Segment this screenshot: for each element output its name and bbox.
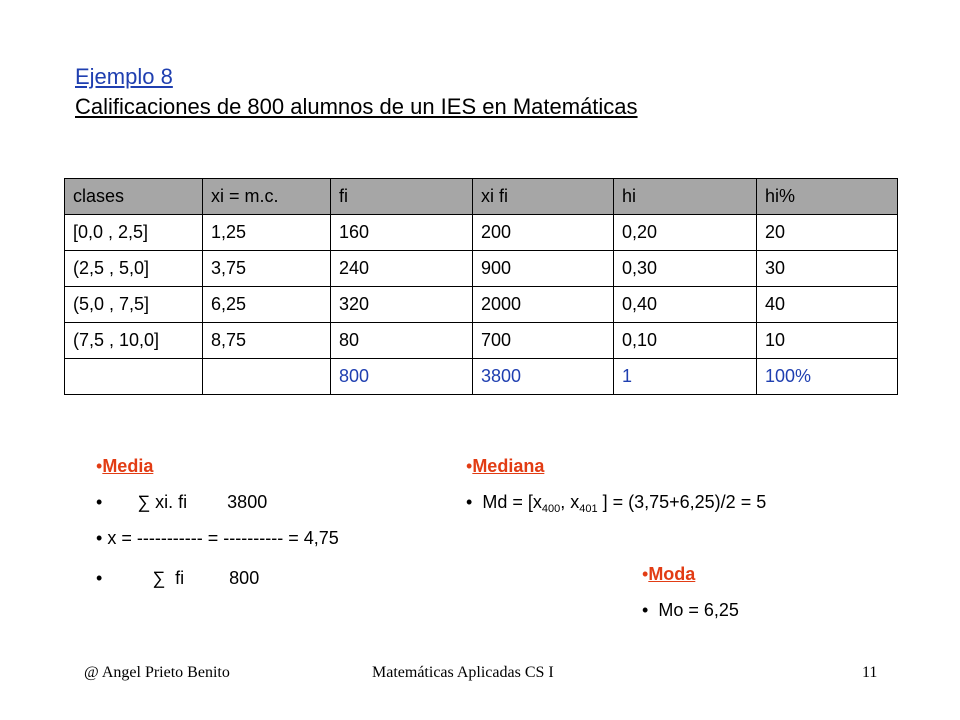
moda-heading	[642, 556, 739, 592]
table-cell: 10	[757, 323, 898, 359]
table-cell: 20	[757, 215, 898, 251]
mediana-text-mid: , x	[560, 492, 580, 512]
mediana-sub-2: 401	[579, 503, 598, 515]
bullet-icon: •	[466, 456, 473, 476]
moda-value: Mo = 6,25	[658, 600, 739, 620]
table-cell: 320	[331, 287, 473, 323]
table-cell: 0,10	[614, 323, 757, 359]
header-cell: hi%	[757, 179, 898, 215]
table-cell: 0,30	[614, 251, 757, 287]
table-cell: [0,0 , 2,5]	[65, 215, 203, 251]
table-cell: 40	[757, 287, 898, 323]
table-cell: 8,75	[203, 323, 331, 359]
footer-page-number: 11	[862, 664, 878, 681]
media-sum-numerator: ∑ xi. fi 3800	[137, 492, 268, 512]
header-cell: xi fi	[473, 179, 614, 215]
table-cell: 900	[473, 251, 614, 287]
media-heading	[96, 448, 339, 484]
header-cell: xi = m.c.	[203, 179, 331, 215]
table-cell: (2,5 , 5,0]	[65, 251, 203, 287]
table-cell: 6,25	[203, 287, 331, 323]
table-cell: 160	[331, 215, 473, 251]
media-line-3	[96, 560, 339, 596]
table-cell: 1,25	[203, 215, 331, 251]
frequency-table	[64, 178, 898, 395]
totals-cell: 3800	[473, 359, 614, 395]
example-subtitle: Calificaciones de 800 alumnos de un IES en Matemáticas	[75, 94, 638, 119]
header-cell: hi	[614, 179, 757, 215]
table-cell: 30	[757, 251, 898, 287]
moda-block	[642, 556, 739, 628]
bullet-icon: •	[96, 492, 103, 512]
table-row	[65, 323, 898, 359]
totals-cell	[203, 359, 331, 395]
footer-course: Matemáticas Aplicadas CS I	[372, 664, 554, 681]
mediana-line	[466, 484, 766, 527]
table-cell: 200	[473, 215, 614, 251]
media-block	[96, 448, 339, 596]
bullet-icon: •	[466, 492, 473, 512]
mediana-text-suffix: ] = (3,75+6,25)/2 = 5	[597, 492, 767, 512]
table-cell: (5,0 , 7,5]	[65, 287, 203, 323]
mediana-heading	[466, 448, 766, 484]
moda-title: Moda	[648, 564, 696, 584]
totals-cell: 100%	[757, 359, 898, 395]
media-line-1	[96, 484, 339, 520]
table-cell: 700	[473, 323, 614, 359]
table-cell: (7,5 , 10,0]	[65, 323, 203, 359]
mediana-text-prefix: Md = [x	[482, 492, 542, 512]
bullet-icon: •	[96, 528, 103, 548]
totals-cell: 1	[614, 359, 757, 395]
bullet-icon: •	[642, 564, 649, 584]
table-cell: 2000	[473, 287, 614, 323]
table-totals-row	[65, 359, 898, 395]
example-title: Ejemplo 8	[75, 64, 173, 89]
moda-line	[642, 592, 739, 628]
totals-cell: 800	[331, 359, 473, 395]
mediana-title: Mediana	[472, 456, 545, 476]
table-cell: 80	[331, 323, 473, 359]
title-block	[75, 62, 638, 122]
table-cell: 240	[331, 251, 473, 287]
table-cell: 0,40	[614, 287, 757, 323]
media-line-2	[96, 520, 339, 556]
mediana-sub-1: 400	[541, 503, 561, 515]
table-cell: 3,75	[203, 251, 331, 287]
bullet-icon: •	[96, 568, 103, 588]
media-title: Media	[102, 456, 154, 476]
bullet-icon: •	[96, 456, 103, 476]
table-header-row	[65, 179, 898, 215]
header-cell: fi	[331, 179, 473, 215]
table-cell: 0,20	[614, 215, 757, 251]
media-sum-denominator: ∑ fi 800	[152, 568, 260, 588]
table-row	[65, 287, 898, 323]
media-formula: x = ----------- = ---------- = 4,75	[107, 528, 339, 548]
mediana-block	[466, 448, 766, 527]
bullet-icon: •	[642, 600, 649, 620]
table-row	[65, 215, 898, 251]
totals-cell	[65, 359, 203, 395]
table-row	[65, 251, 898, 287]
footer-author: @ Angel Prieto Benito	[84, 664, 230, 681]
header-cell: clases	[65, 179, 203, 215]
